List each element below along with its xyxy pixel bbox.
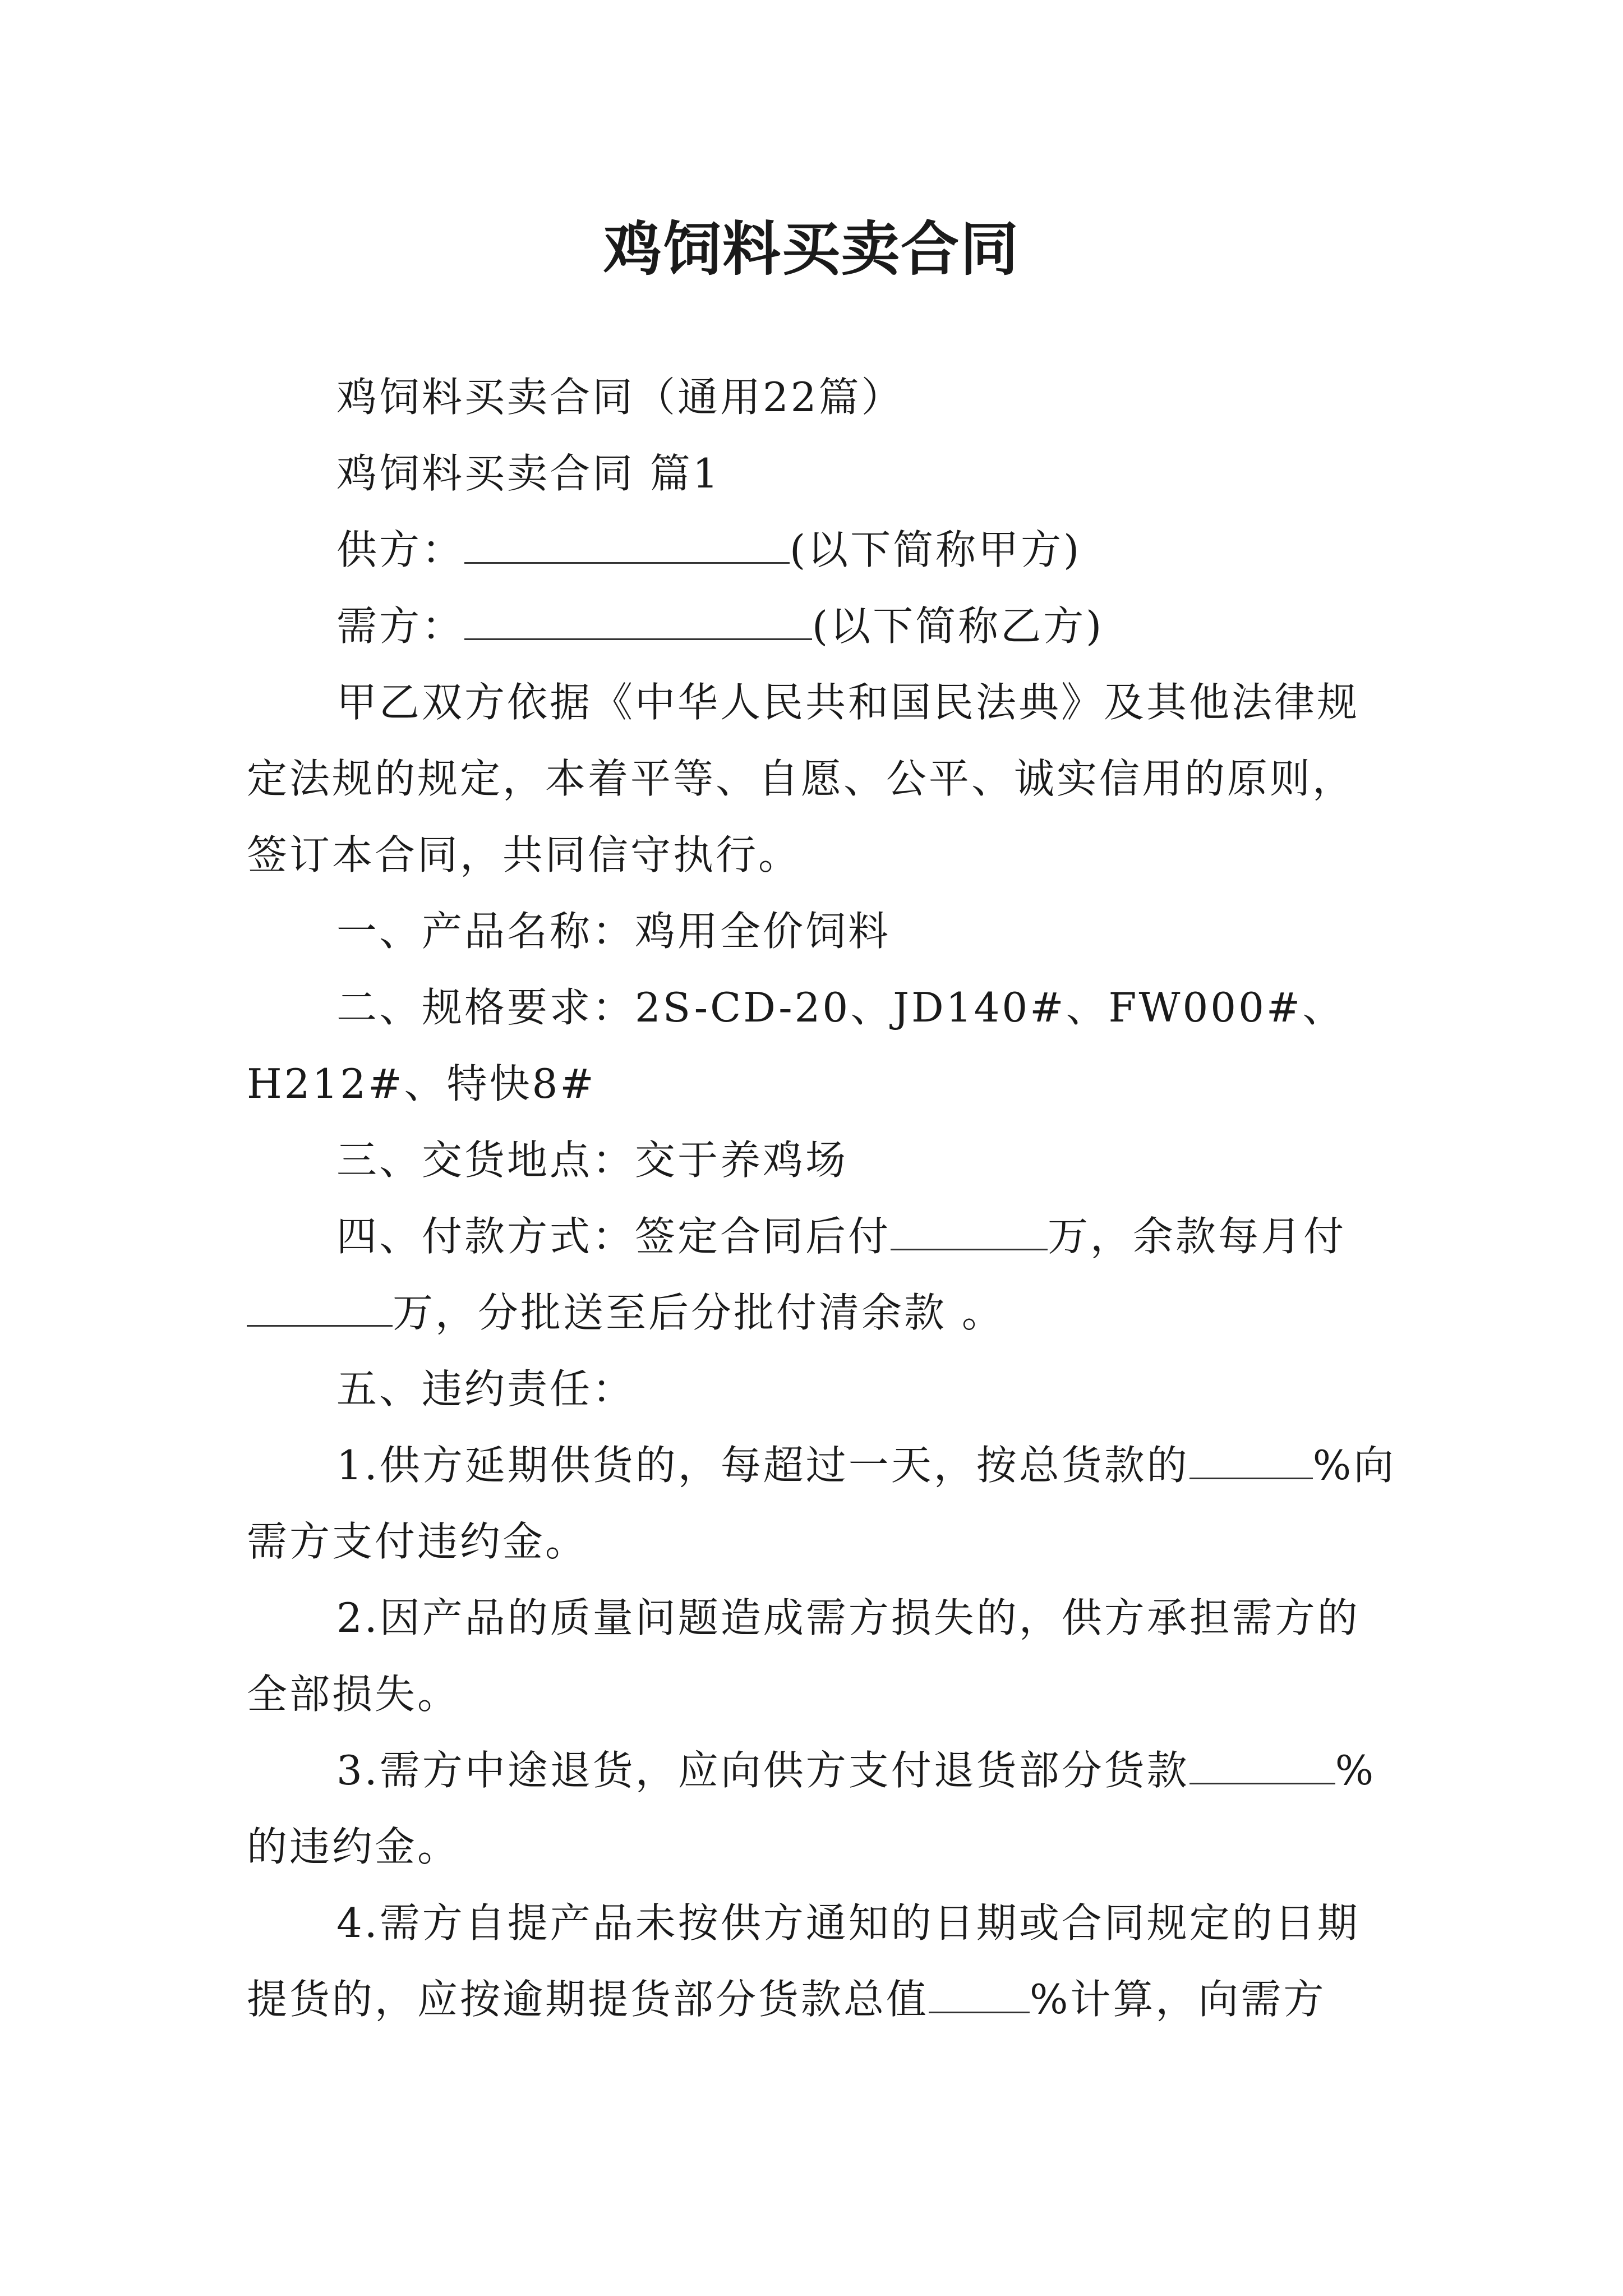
paragraph-buyer xyxy=(247,588,1396,664)
supplier-blank xyxy=(464,528,790,564)
document-title: 鸡饲料买卖合同 xyxy=(603,215,1020,283)
paragraph-text: 万，分批送至后分批付清余款 。 xyxy=(393,1289,1004,1336)
paragraph-text: 3.需方中途退货，应向供方支付退货部分货款 xyxy=(336,1747,1189,1794)
paragraph-text: 供方： xyxy=(336,526,465,573)
paragraph-text: 鸡饲料买卖合同（通用22篇） xyxy=(336,374,904,421)
paragraph-text: 二、规格要求：2S-CD-20、JD140#、FW000#、H212#、特快8# xyxy=(247,984,1345,1107)
paragraph-liability-heading xyxy=(247,1351,1396,1427)
liability-3-blank xyxy=(1189,1749,1335,1784)
paragraph-payment xyxy=(247,1198,1396,1351)
paragraph-subtitle xyxy=(247,359,1396,435)
paragraph-text: 鸡饲料买卖合同 篇1 xyxy=(336,450,721,497)
paragraph-specs xyxy=(247,969,1396,1122)
paragraph-liability-3 xyxy=(247,1732,1396,1885)
paragraph-text: 1.供方延期供货的，每超过一天，按总货款的 xyxy=(336,1442,1189,1489)
paragraph-section-heading xyxy=(247,435,1396,512)
paragraph-preamble xyxy=(247,664,1396,893)
paragraph-text: 五、违约责任： xyxy=(336,1365,635,1412)
liability-4-blank xyxy=(929,1978,1030,2013)
document-body xyxy=(247,359,1396,2037)
paragraph-liability-4 xyxy=(247,1885,1396,2037)
payment-blank-1 xyxy=(891,1215,1048,1250)
paragraph-text: 三、交货地点：交于养鸡场 xyxy=(336,1137,849,1184)
paragraph-product-name xyxy=(247,893,1396,969)
paragraph-text: 四、付款方式：签定合同后付 xyxy=(336,1213,891,1260)
paragraph-text: 一、产品名称：鸡用全价饲料 xyxy=(336,908,891,955)
liability-1-blank xyxy=(1189,1444,1313,1479)
paragraph-text: %计算，向需方 xyxy=(1030,1976,1326,2023)
paragraph-supplier xyxy=(247,512,1396,588)
paragraph-liability-1 xyxy=(247,1427,1396,1580)
paragraph-text: %的违约金。 xyxy=(247,1747,1376,1870)
paragraph-text: (以下简称甲方) xyxy=(790,526,1082,573)
paragraph-text: %向需方支付违约金。 xyxy=(247,1442,1396,1565)
paragraph-text: 万，余款每月付 xyxy=(1048,1213,1347,1260)
paragraph-text: 甲乙双方依据《中华人民共和国民法典》及其他法律规定法规的规定，本着平等、自愿、公平、诚实信用的原则，签订本合同，共同信守执行。 xyxy=(247,679,1360,878)
paragraph-text: 4.需方自提产品未按供方通知的日期或合同规定的日期提货的，应按逾期提货部分货款总值 xyxy=(247,1899,1360,2023)
paragraph-delivery xyxy=(247,1122,1396,1198)
paragraph-text: (以下简称乙方) xyxy=(812,602,1104,650)
paragraph-text: 需方： xyxy=(336,602,465,650)
paragraph-text: 2.因产品的质量问题造成需方损失的，供方承担需方的全部损失。 xyxy=(247,1594,1360,1718)
paragraph-liability-2 xyxy=(247,1580,1396,1732)
payment-blank-2 xyxy=(247,1291,393,1327)
buyer-blank xyxy=(464,605,812,640)
